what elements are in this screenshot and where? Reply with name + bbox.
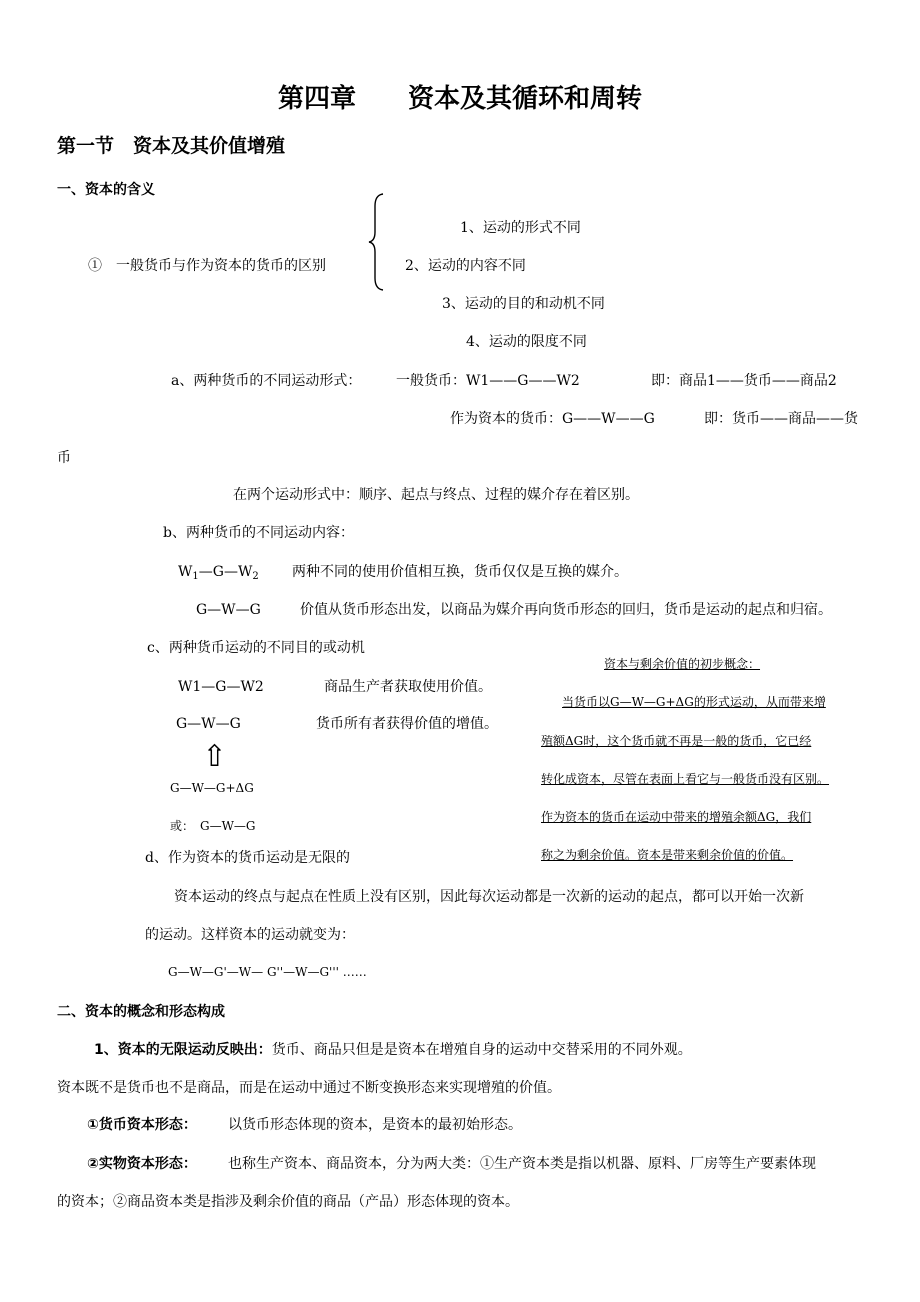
box-line-1: 当货币以G—W—G+ΔG的形式运动，从而带来增 (562, 695, 826, 709)
diff-item-3: 3、运动的目的和动机不同 (442, 296, 605, 312)
b-g-description: 价值从货币形态出发，以商品为媒介再向货币形态的回归，货币是运动的起点和归宿。 (300, 602, 832, 618)
item1-label: ① 一般货币与作为资本的货币的区别 (88, 258, 326, 274)
part2-heading: 二、资本的概念和形态构成 (57, 1004, 225, 1020)
box-line-5: 称之为剩余价值。资本是带来剩余价值的价值。 (541, 848, 794, 862)
box-line-2: 殖额ΔG时，这个货币就不再是一般的货币，它已经 (541, 734, 812, 748)
box-title: 资本与剩余价值的初步概念： (604, 657, 761, 671)
b-g-formula: G—W—G (196, 602, 261, 618)
chapter-title: 第四章 资本及其循环和周转 (277, 84, 642, 114)
form2-text: 也称生产资本、商品资本，分为两大类：①生产资本类是指以机器、原料、厂房等生产要素体现 (228, 1156, 816, 1172)
d-text-2: 的运动。这样资本的运动就变为： (145, 927, 355, 943)
diff-item-1: 1、运动的形式不同 (460, 220, 581, 236)
a-general-formula: 一般货币：W1——G——W2 (396, 373, 580, 389)
form1-label: ①货币资本形态： (87, 1117, 197, 1133)
p1-line-2: 资本既不是货币也不是商品，而是在运动中通过不断变换形态来实现增殖的价值。 (57, 1080, 561, 1096)
a-summary: 在两个运动形式中：顺序、起点与终点、过程的媒介存在着区别。 (233, 487, 639, 503)
form2-label: ②实物资本形态： (87, 1156, 197, 1172)
a-label: a、两种货币的不同运动形式： (171, 373, 362, 389)
diff-item-4: 4、运动的限度不同 (466, 334, 587, 350)
d-label: d、作为资本的货币运动是无限的 (145, 850, 350, 866)
c-label: c、两种货币运动的不同目的或动机 (147, 640, 365, 656)
a-capital-formula: 作为资本的货币：G——W——G (450, 411, 655, 427)
section-title: 第一节 资本及其价值增殖 (57, 135, 286, 157)
a-general-equivalent: 即：商品1——货币——商品2 (651, 373, 837, 389)
a-capital-equivalent: 即：货币——商品——货 (704, 411, 858, 427)
diff-item-2: 2、运动的内容不同 (405, 258, 526, 274)
box-line-3: 转化成资本，尽管在表面上看它与一般货币没有区别。 (541, 772, 830, 786)
c-w-description: 商品生产者获取使用价值。 (324, 679, 492, 695)
brace-icon (366, 192, 386, 292)
form2-line-2: 的资本；②商品资本类是指涉及剩余价值的商品（产品）形态体现的资本。 (57, 1194, 519, 1210)
c-g-description: 货币所有者获得价值的增值。 (316, 716, 498, 732)
b-label: b、两种货币的不同运动内容： (163, 525, 354, 541)
part1-heading: 一、资本的含义 (57, 182, 155, 198)
a-capital-equivalent-cont: 币 (57, 450, 71, 466)
box-line-4: 作为资本的货币在运动中带来的增殖余额ΔG，我们 (541, 810, 812, 824)
c-g-delta-formula: G—W—G+ΔG (170, 781, 254, 795)
c-or-formula: 或： G—W—G (170, 819, 256, 833)
p1-paragraph: 1、资本的无限运动反映出：货币、商品只但是是资本在增殖自身的运动中交替采用的不同外观。 (94, 1042, 692, 1058)
d-formula: G—W—G'—W— G''—W—G''' …… (168, 965, 367, 979)
d-text-1: 资本运动的终点与起点在性质上没有区别，因此每次运动都是一次新的运动的起点，都可以开始一次新 (174, 889, 804, 905)
b-w-description: 两种不同的使用价值相互换，货币仅仅是互换的媒介。 (292, 564, 628, 580)
c-g-formula: G—W—G (176, 716, 241, 732)
c-w-formula: W1—G—W2 (178, 679, 264, 695)
up-arrow-icon: ⇧ (202, 739, 228, 774)
form1-text: 以货币形态体现的资本，是资本的最初始形态。 (228, 1117, 522, 1133)
b-w-formula: $W_1—G—W_2$ (178, 564, 259, 582)
